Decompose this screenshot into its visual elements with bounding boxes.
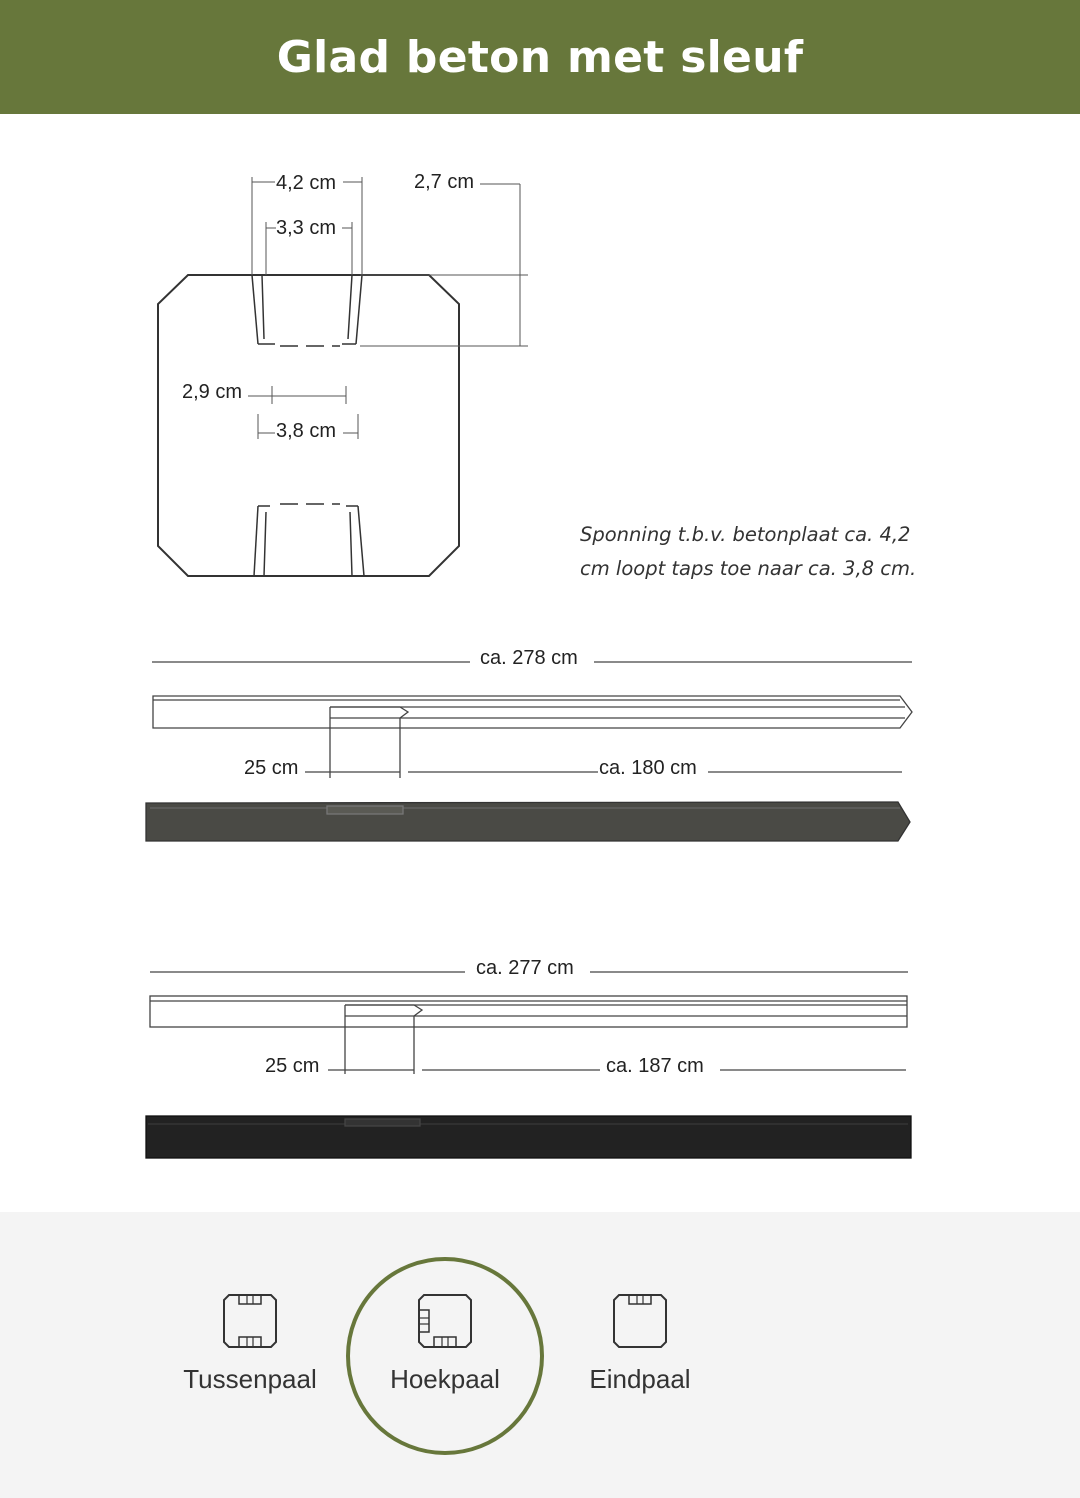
option-label: Tussenpaal <box>183 1364 317 1394</box>
page-header <box>0 0 1080 114</box>
cross-section <box>158 177 528 576</box>
hoekpaal-icon <box>416 1292 474 1350</box>
post-2-start-offset: 25 cm <box>265 1055 320 1077</box>
eindpaal-icon <box>611 1292 669 1350</box>
dim-top-outer: 4,2 cm <box>276 172 337 194</box>
option-label: Hoekpaal <box>390 1364 500 1394</box>
note-line-2: cm loopt taps toe naar ca. 3,8 cm. <box>580 557 917 580</box>
dim-bottom-inner: 3,8 cm <box>276 420 337 442</box>
post-1-drawing <box>146 662 912 841</box>
page-title: Glad beton met sleuf <box>276 31 804 83</box>
option-label: Eindpaal <box>589 1364 691 1394</box>
post-2-groove-length: ca. 187 cm <box>606 1055 704 1077</box>
technical-drawing <box>0 114 1080 1212</box>
dim-top-inner: 3,3 cm <box>276 217 337 239</box>
dim-side: 2,9 cm <box>182 381 243 403</box>
note-line-1: Sponning t.b.v. betonplaat ca. 4,2 <box>580 523 911 546</box>
post-1-groove-length: ca. 180 cm <box>599 757 697 779</box>
option-eindpaal[interactable] <box>540 1292 740 1395</box>
dim-depth: 2,7 cm <box>414 171 475 193</box>
option-tussenpaal[interactable] <box>150 1292 350 1395</box>
post-2-drawing <box>146 972 911 1158</box>
post-2-total-length: ca. 277 cm <box>476 957 574 979</box>
post-1-total-length: ca. 278 cm <box>480 647 578 669</box>
post-1-start-offset: 25 cm <box>244 757 299 779</box>
tussenpaal-icon <box>221 1292 279 1350</box>
post-type-selector <box>0 1212 1080 1498</box>
option-hoekpaal[interactable] <box>345 1292 545 1395</box>
